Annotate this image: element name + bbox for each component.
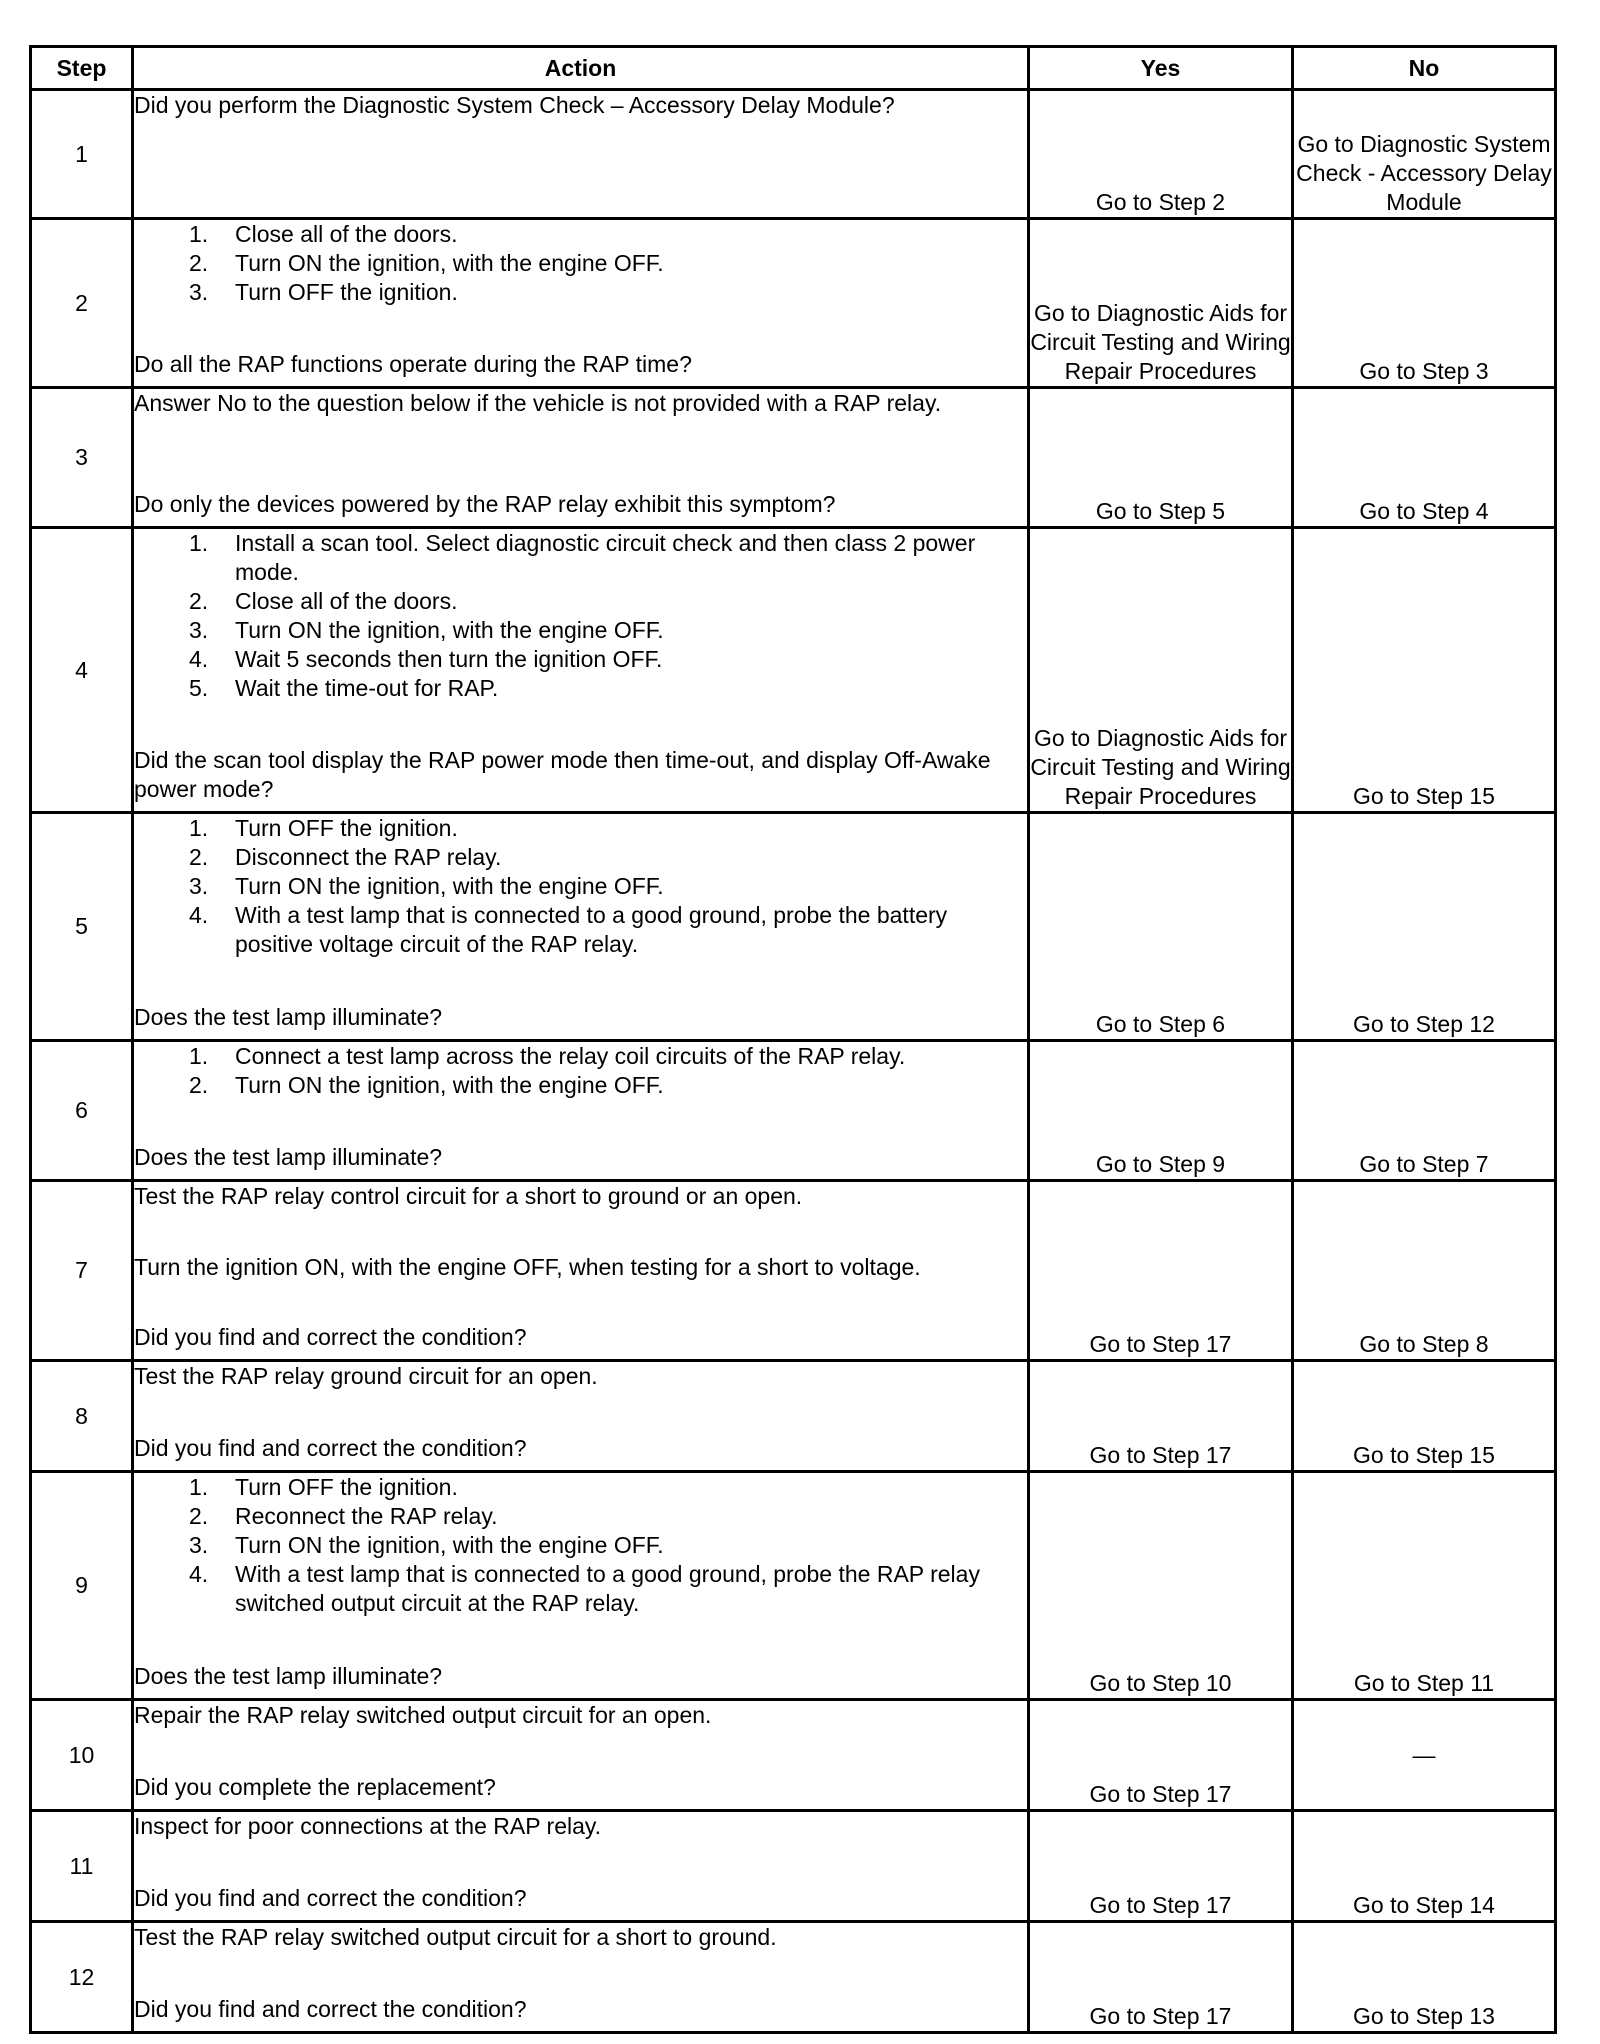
yes-cell: Go to Step 5 xyxy=(1029,388,1293,528)
step-number: 3 xyxy=(31,388,133,528)
substep-list xyxy=(134,220,1027,307)
step-number: 9 xyxy=(31,1472,133,1700)
action-text: Inspect for poor connections at the RAP relay. xyxy=(134,1813,602,1839)
action-text: Test the RAP relay switched output circuit for a short to ground. xyxy=(134,1924,777,1950)
action-question: Did you find and correct the condition? xyxy=(134,1435,527,1461)
yes-cell: Go to Diagnostic Aids for Circuit Testing and Wiring Repair Procedures xyxy=(1029,219,1293,388)
action-question: Did you complete the replacement? xyxy=(134,1774,496,1800)
header-step: Step xyxy=(31,47,133,90)
action-question: Did you find and correct the condition? xyxy=(134,1885,527,1911)
substep-list xyxy=(134,814,1027,959)
diagnostic-table xyxy=(29,45,1557,2034)
substep: Connect a test lamp across the relay coil circuits of the RAP relay. xyxy=(235,1043,906,1069)
no-cell: — xyxy=(1293,1700,1556,1811)
action-text: Test the RAP relay control circuit for a short to ground or an open. xyxy=(134,1183,803,1209)
substep-list xyxy=(134,1473,1027,1618)
action-question: Do only the devices powered by the RAP relay exhibit this symptom? xyxy=(134,491,836,517)
action-text: Test the RAP relay ground circuit for an open. xyxy=(134,1363,598,1389)
yes-cell: Go to Step 2 xyxy=(1029,90,1293,219)
substep: Install a scan tool. Select diagnostic circuit check and then class 2 power mode. xyxy=(235,530,976,585)
action-cell xyxy=(133,219,1029,388)
header-action: Action xyxy=(133,47,1029,90)
substep: Close all of the doors. xyxy=(235,588,458,614)
yes-cell: Go to Step 17 xyxy=(1029,1181,1293,1361)
no-cell: Go to Step 3 xyxy=(1293,219,1556,388)
no-cell: Go to Step 15 xyxy=(1293,1361,1556,1472)
table-row xyxy=(31,813,1556,1041)
action-cell xyxy=(133,1361,1029,1472)
substep: With a test lamp that is connected to a good ground, probe the RAP relay switched output circuit at the RAP relay. xyxy=(235,1561,980,1616)
action-cell xyxy=(133,1181,1029,1361)
substep-list xyxy=(134,1042,1027,1100)
action-note: Turn the ignition ON, with the engine OFF, when testing for a short to voltage. xyxy=(134,1253,921,1280)
table-row xyxy=(31,388,1556,528)
table-row xyxy=(31,528,1556,813)
action-cell xyxy=(133,1041,1029,1181)
no-cell: Go to Step 11 xyxy=(1293,1472,1556,1700)
substep: With a test lamp that is connected to a good ground, probe the battery positive voltage circuit of the RAP relay. xyxy=(235,902,948,957)
action-cell xyxy=(133,528,1029,813)
table-row xyxy=(31,90,1556,219)
step-number: 7 xyxy=(31,1181,133,1361)
no-cell: Go to Step 8 xyxy=(1293,1181,1556,1361)
action-question: Does the test lamp illuminate? xyxy=(134,1004,443,1030)
action-cell xyxy=(133,1472,1029,1700)
substep: Wait the time-out for RAP. xyxy=(235,675,499,701)
step-number: 10 xyxy=(31,1700,133,1811)
action-cell xyxy=(133,1922,1029,2033)
yes-cell: Go to Diagnostic Aids for Circuit Testing and Wiring Repair Procedures xyxy=(1029,528,1293,813)
substep: Turn OFF the ignition. xyxy=(235,1474,458,1500)
substep: Wait 5 seconds then turn the ignition OFF. xyxy=(235,646,663,672)
step-number: 6 xyxy=(31,1041,133,1181)
no-cell: Go to Step 12 xyxy=(1293,813,1556,1041)
action-cell xyxy=(133,90,1029,219)
header-no: No xyxy=(1293,47,1556,90)
substep: Turn ON the ignition, with the engine OFF. xyxy=(235,1532,664,1558)
action-question: Do all the RAP functions operate during the RAP time? xyxy=(134,351,692,377)
no-cell: Go to Step 4 xyxy=(1293,388,1556,528)
table-row xyxy=(31,1811,1556,1922)
table-row xyxy=(31,1041,1556,1181)
yes-cell: Go to Step 17 xyxy=(1029,1361,1293,1472)
step-number: 12 xyxy=(31,1922,133,2033)
yes-cell: Go to Step 17 xyxy=(1029,1811,1293,1922)
table-row xyxy=(31,1472,1556,1700)
action-text: Did you perform the Diagnostic System Check – Accessory Delay Module? xyxy=(134,92,895,118)
substep: Turn OFF the ignition. xyxy=(235,815,458,841)
no-cell: Go to Diagnostic System Check - Accessory Delay Module xyxy=(1293,90,1556,219)
substep: Close all of the doors. xyxy=(235,221,458,247)
action-text: Answer No to the question below if the vehicle is not provided with a RAP relay. xyxy=(134,390,942,416)
substep: Turn ON the ignition, with the engine OFF. xyxy=(235,873,664,899)
substep: Disconnect the RAP relay. xyxy=(235,844,502,870)
action-cell xyxy=(133,388,1029,528)
step-number: 1 xyxy=(31,90,133,219)
header-yes: Yes xyxy=(1029,47,1293,90)
action-text: Repair the RAP relay switched output circuit for an open. xyxy=(134,1702,712,1728)
step-number: 11 xyxy=(31,1811,133,1922)
substep: Turn ON the ignition, with the engine OFF. xyxy=(235,250,664,276)
no-cell: Go to Step 7 xyxy=(1293,1041,1556,1181)
no-cell: Go to Step 13 xyxy=(1293,1922,1556,2033)
substep: Turn ON the ignition, with the engine OFF. xyxy=(235,617,664,643)
no-cell: Go to Step 15 xyxy=(1293,528,1556,813)
step-number: 8 xyxy=(31,1361,133,1472)
table-row xyxy=(31,1361,1556,1472)
yes-cell: Go to Step 6 xyxy=(1029,813,1293,1041)
step-number: 5 xyxy=(31,813,133,1041)
table-row xyxy=(31,219,1556,388)
action-question: Did you find and correct the condition? xyxy=(134,1996,527,2022)
action-question: Did the scan tool display the RAP power mode then time-out, and display Off-Awake power mode? xyxy=(134,747,991,802)
yes-cell: Go to Step 17 xyxy=(1029,1700,1293,1811)
yes-cell: Go to Step 10 xyxy=(1029,1472,1293,1700)
action-question: Did you find and correct the condition? xyxy=(134,1324,527,1350)
substep: Turn ON the ignition, with the engine OFF. xyxy=(235,1072,664,1098)
action-question: Does the test lamp illuminate? xyxy=(134,1663,443,1689)
step-number: 4 xyxy=(31,528,133,813)
table-row xyxy=(31,1922,1556,2033)
table-row xyxy=(31,1700,1556,1811)
step-number: 2 xyxy=(31,219,133,388)
table-row xyxy=(31,1181,1556,1361)
action-cell xyxy=(133,813,1029,1041)
header-row xyxy=(31,47,1556,90)
action-cell xyxy=(133,1700,1029,1811)
substep: Turn OFF the ignition. xyxy=(235,279,458,305)
substep-list xyxy=(134,529,1027,703)
yes-cell: Go to Step 9 xyxy=(1029,1041,1293,1181)
substep: Reconnect the RAP relay. xyxy=(235,1503,498,1529)
yes-cell: Go to Step 17 xyxy=(1029,1922,1293,2033)
action-cell xyxy=(133,1811,1029,1922)
action-question: Does the test lamp illuminate? xyxy=(134,1144,443,1170)
no-cell: Go to Step 14 xyxy=(1293,1811,1556,1922)
